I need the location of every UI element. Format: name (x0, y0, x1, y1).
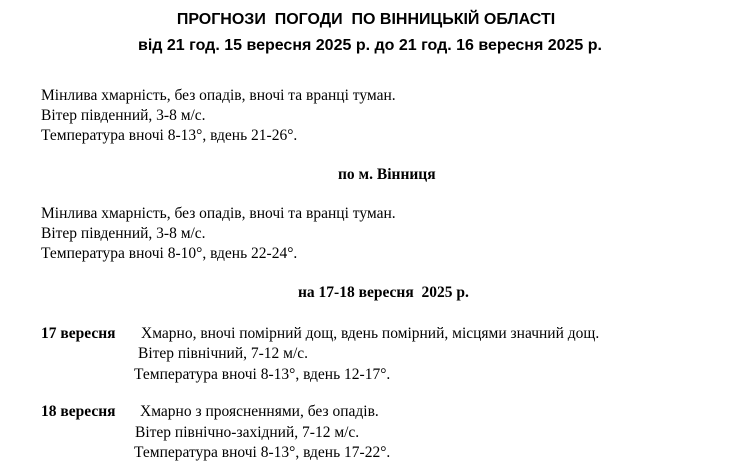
city-temperature: Температура вночі 8-10°, вдень 22-24°. (41, 245, 298, 262)
city-wind: Вітер південний, 3-8 м/с. (41, 225, 206, 242)
day-17-conditions: Хмарно, вночі помірний дощ, вдень помірний, місцями значний дощ. (141, 325, 600, 342)
city-conditions: Мінлива хмарність, без опадів, вночі та вранці туман. (41, 205, 396, 222)
outlook-heading: на 17-18 вересня 2025 р. (298, 284, 469, 301)
forecast-period: від 21 год. 15 вересня 2025 р. до 21 год. 16 вересня 2025 р. (138, 37, 602, 54)
day-label-17: 17 вересня (41, 325, 116, 342)
day-18-wind: Вітер північно-західний, 7-12 м/с. (135, 424, 360, 441)
day-17-temperature: Температура вночі 8-13°, вдень 12-17°. (134, 366, 391, 383)
day-17-wind: Вітер північний, 7-12 м/с. (138, 345, 309, 362)
city-heading: по м. Вінниця (338, 166, 436, 183)
region-conditions: Мінлива хмарність, без опадів, вночі та вранці туман. (41, 87, 396, 104)
day-label-18: 18 вересня (41, 403, 116, 420)
region-temperature: Температура вночі 8-13°, вдень 21-26°. (41, 127, 298, 144)
region-wind: Вітер південний, 3-8 м/с. (41, 107, 206, 124)
day-18-temperature: Температура вночі 8-13°, вдень 17-22°. (134, 444, 391, 461)
document-title: ПРОГНОЗИ ПОГОДИ ПО ВІННИЦЬКІЙ ОБЛАСТІ (176, 11, 556, 28)
day-18-conditions: Хмарно з проясненнями, без опадів. (140, 403, 379, 420)
